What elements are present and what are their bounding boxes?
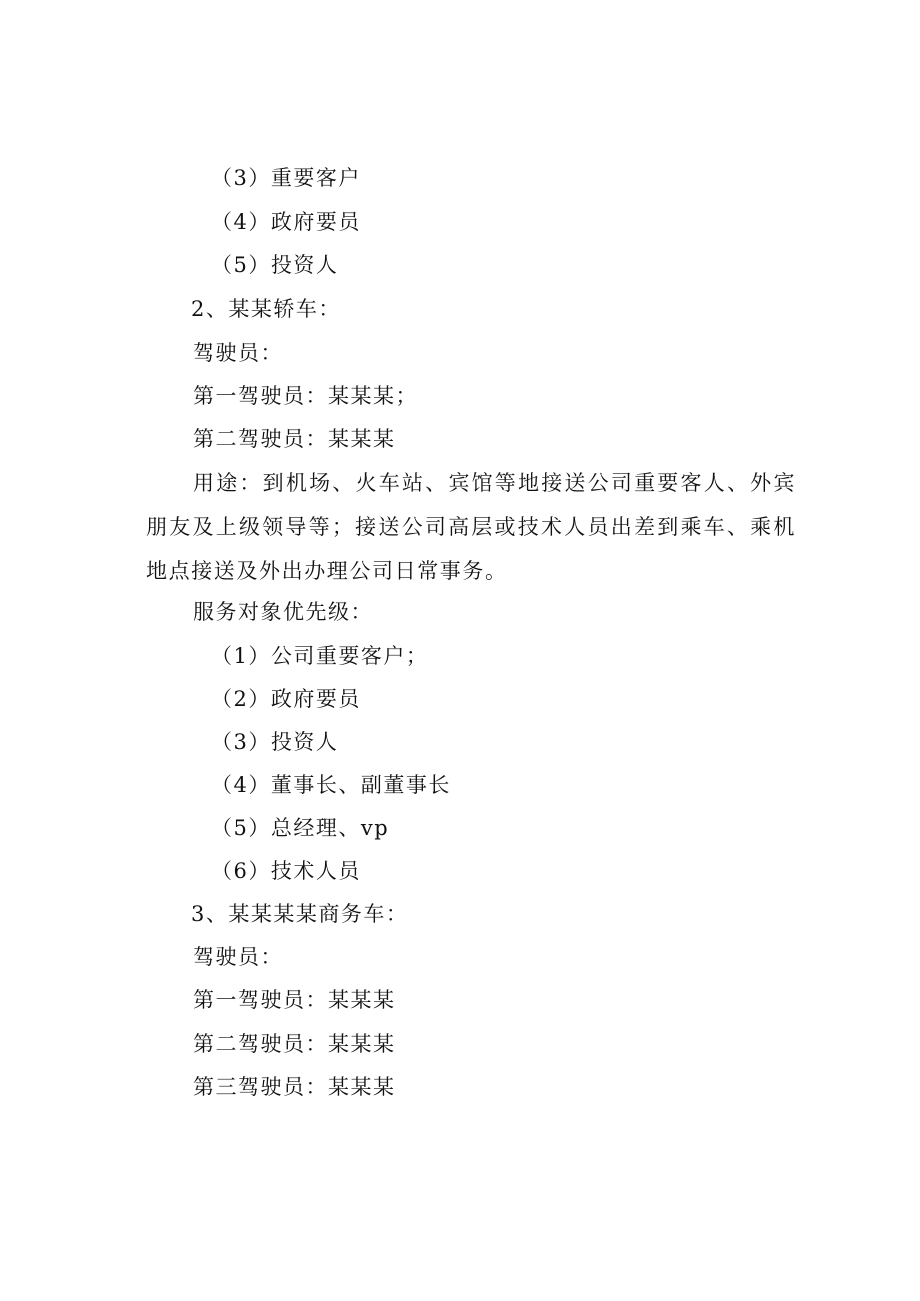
list-item: （3）投资人 (211, 730, 339, 754)
list-item: （4）政府要员 (211, 210, 361, 234)
list-item: （5）投资人 (211, 253, 339, 277)
list-item: （4）董事长、副董事长 (211, 773, 451, 797)
list-item: （1）公司重要客户； (211, 644, 429, 668)
driver-entry: 第二驾驶员：某某某 (193, 427, 396, 451)
driver-entry: 第三驾驶员：某某某 (193, 1075, 396, 1099)
list-item: （6）技术人员 (211, 859, 361, 883)
list-item: （3）重要客户 (211, 166, 361, 190)
section-heading: 3、某某某某商务车： (191, 902, 409, 926)
driver-entry: 第二驾驶员：某某某 (193, 1032, 396, 1056)
section-heading: 2、某某轿车： (191, 297, 341, 321)
priority-label: 服务对象优先级： (193, 600, 373, 624)
list-item: （2）政府要员 (211, 687, 361, 711)
usage-paragraph: 用途：到机场、火车站、宾馆等地接送公司重要客人、外宾朋友及上级领导等；接送公司高层或技术人员出差到乘车、乘机地点接送及外出办理公司日常事务。 (146, 471, 796, 583)
driver-entry: 第一驾驶员：某某某 (193, 988, 396, 1012)
list-item: （5）总经理、vp (211, 816, 390, 840)
driver-entry: 第一驾驶员：某某某； (193, 384, 418, 408)
drivers-label: 驾驶员： (193, 945, 283, 969)
drivers-label: 驾驶员： (193, 341, 283, 365)
